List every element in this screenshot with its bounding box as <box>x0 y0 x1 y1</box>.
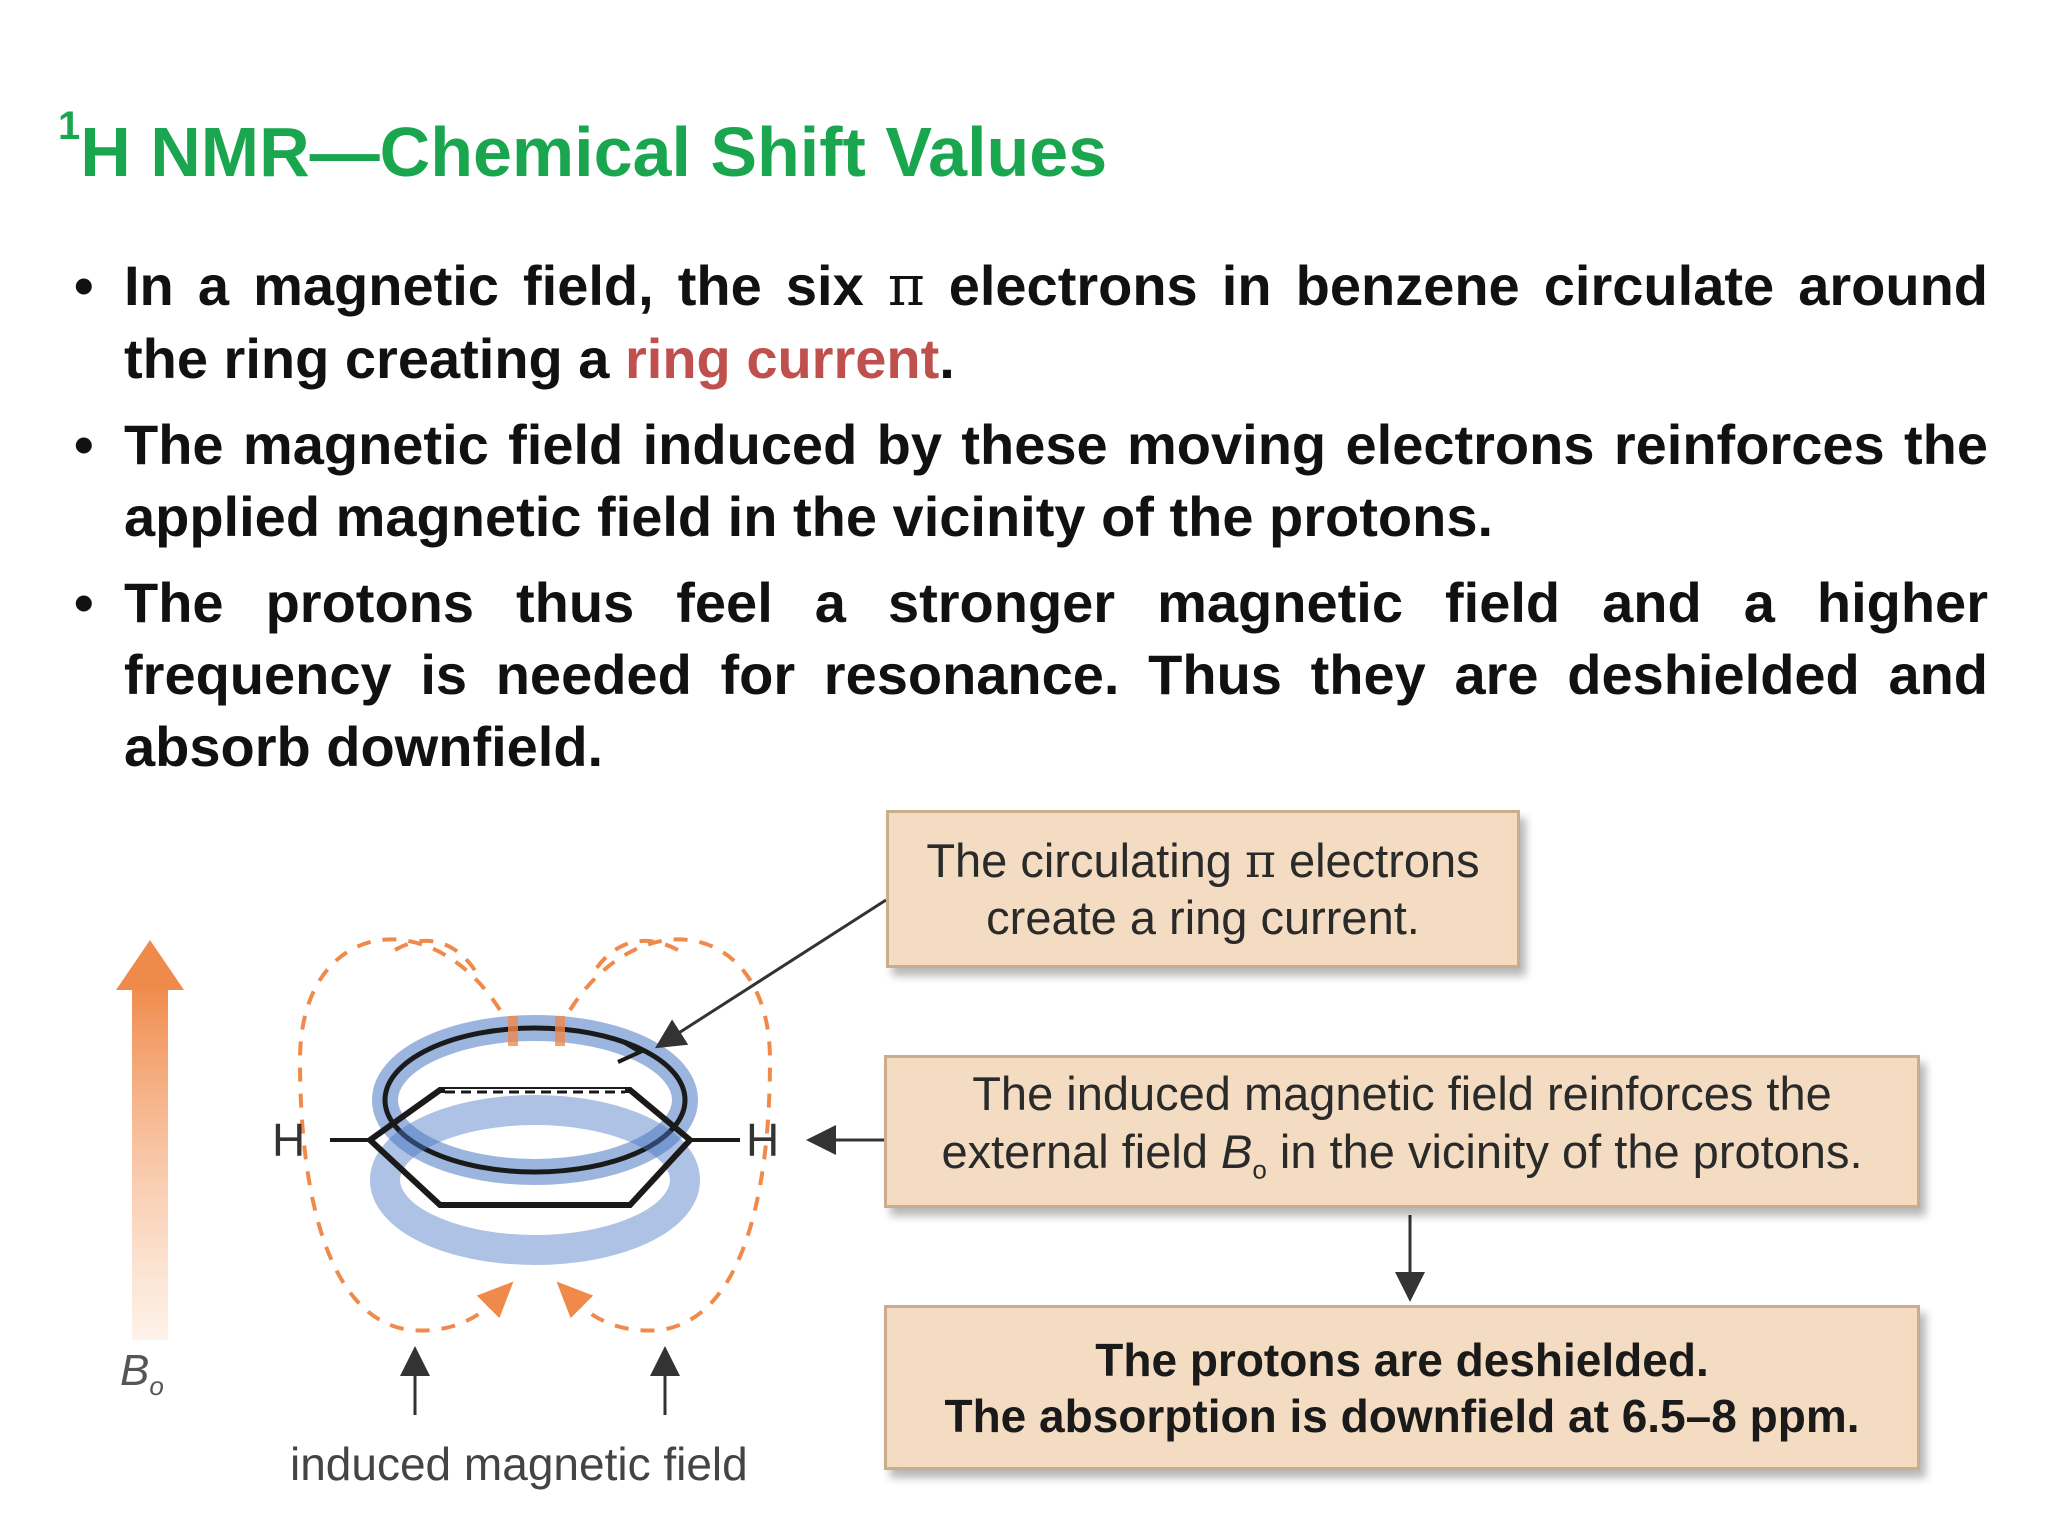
callout-induced-field <box>884 1055 1920 1208</box>
bullet-1-end: . <box>939 327 955 390</box>
ring-current-highlight: ring current <box>625 327 940 390</box>
callout-3-line-1: The protons are deshielded. <box>1095 1333 1709 1386</box>
callout-1-text-b: electrons <box>1275 833 1480 887</box>
bullet-1-part-a: In a magnetic field, the six <box>124 254 888 317</box>
pi-symbol: π <box>1245 833 1276 889</box>
bullet-marker: • <box>74 413 94 476</box>
proton-left-label: H <box>272 1114 306 1166</box>
callout-1-line-1 <box>889 833 1517 890</box>
bullet-text-3: The protons thus feel a stronger magnetic field and a higher frequency is needed for resonance. Thus they are deshielded and absorb downfield. <box>124 571 1988 778</box>
pi-symbol: π <box>887 254 925 319</box>
callout-ring-current <box>886 810 1520 968</box>
induced-field-label: induced magnetic field <box>290 1438 748 1490</box>
applied-field-arrow <box>116 940 184 1340</box>
bullet-text-2: The magnetic field induced by these moving electrons reinforces the applied magnetic field in the vicinity of the protons. <box>124 413 1988 548</box>
callout-2-line-1: The induced magnetic field reinforces the <box>972 1066 1832 1120</box>
bullet-marker: • <box>74 571 94 634</box>
title-superscript: 1 <box>58 104 81 148</box>
callout-1-line-2: create a ring current. <box>986 890 1420 944</box>
callout-1-text-a: The circulating <box>926 833 1246 887</box>
pointer-ring-current <box>660 900 886 1045</box>
b-subscript: o <box>1252 1154 1267 1185</box>
callout-2-text-b: in the vicinity of the protons. <box>1266 1124 1863 1178</box>
b-symbol: B <box>1221 1124 1253 1178</box>
bullet-marker: • <box>74 254 94 317</box>
callout-deshielded <box>884 1305 1920 1470</box>
field-label: $B_o$ <box>120 1346 164 1401</box>
induced-field-lines <box>300 939 770 1330</box>
title-text: H NMR—Chemical Shift Values <box>80 113 1108 191</box>
bullet-1-part-b: electrons in benzene circulate around the ring creating a <box>124 254 1988 390</box>
callout-2-line-2 <box>887 1123 1917 1198</box>
proton-right-label: H <box>746 1114 780 1166</box>
callout-2-text-a: external field <box>941 1124 1222 1178</box>
callout-3-line-2: The absorption is downfield at 6.5–8 ppm. <box>944 1389 1860 1442</box>
